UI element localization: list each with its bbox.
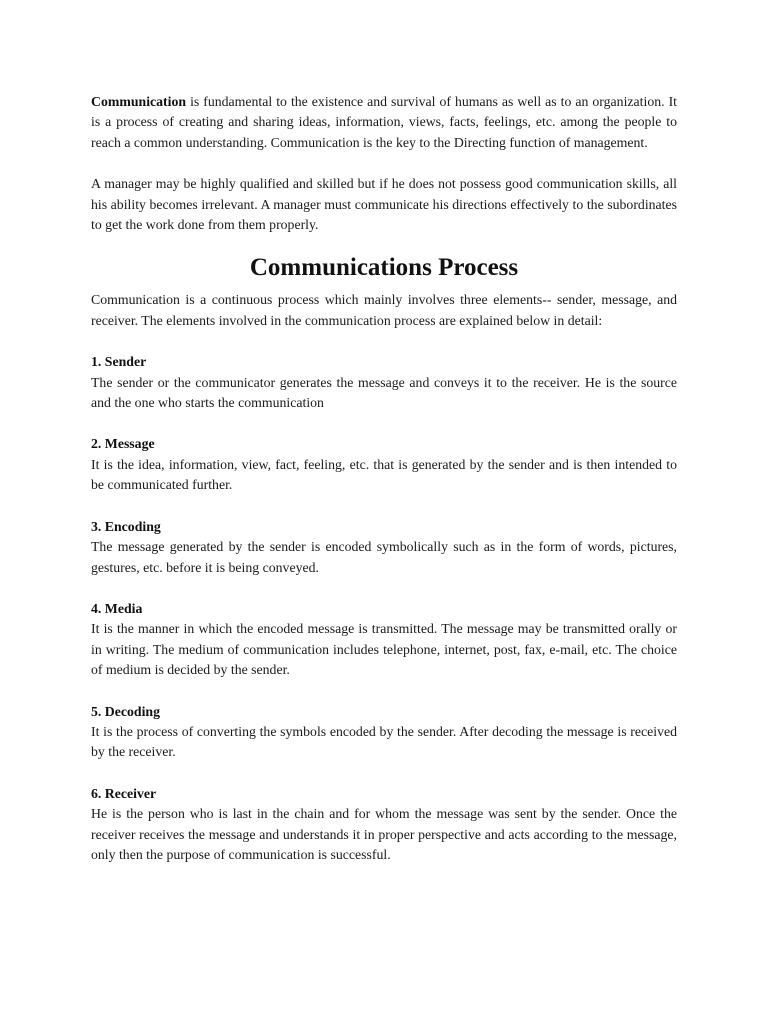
element-body: It is the manner in which the encoded message is transmitted. The message may be transmitted orally or in writing. The medium of communication includes telephone, internet, post, fax, e-mail, etc. The choice of medium is decided by the sender. xyxy=(91,621,677,678)
element-sender xyxy=(91,352,677,413)
element-body: It is the process of converting the symbols encoded by the sender. After decoding the message is received by the receiver. xyxy=(91,723,677,760)
element-decoding xyxy=(91,702,677,763)
element-body: The message generated by the sender is encoded symbolically such as in the form of words, pictures, gestures, etc. before it is being conveyed. xyxy=(91,539,677,575)
element-body: He is the person who is last in the chain and for whom the message was sent by the sender. Once the receiver receives the message and understands it in proper perspective and acts according to the message, only then the purpose of communication is successful. xyxy=(91,806,677,862)
intro-lead-term: Communication xyxy=(91,94,187,109)
section-heading: Communications Process xyxy=(249,254,519,282)
element-title: 3. Encoding xyxy=(91,518,161,534)
element-message xyxy=(91,434,677,495)
intro-paragraph-1 xyxy=(91,92,677,153)
element-receiver xyxy=(91,784,677,866)
element-encoding xyxy=(91,517,677,578)
process-lead-paragraph: Communication is a continuous process which mainly involves three elements-- sender, message, and receiver. The elements involved in the communication process are explained below in detail: xyxy=(91,292,677,328)
element-title: 2. Message xyxy=(91,436,155,452)
element-title: 6. Receiver xyxy=(91,785,157,801)
intro-paragraph-2: A manager may be highly qualified and skilled but if he does not possess good communication skills, all his ability becomes irrelevant. A manager must communicate his directions effectively to the subordinates to get the work done from them properly. xyxy=(91,176,677,233)
intro-paragraph-1-text: is fundamental to the existence and survival of humans as well as to an organization. It is a process of creating and sharing ideas, information, views, facts, feelings, etc. among the people to reach a common understanding. Communication is the key to the Directing function of management. xyxy=(91,94,677,150)
element-title: 4. Media xyxy=(91,600,143,616)
element-body: It is the idea, information, view, fact, feeling, etc. that is generated by the sender and is then intended to be communicated further. xyxy=(91,456,677,493)
element-title: 1. Sender xyxy=(91,354,147,370)
element-body: The sender or the communicator generates the message and conveys it to the receiver. He is the source and the one who starts the communication xyxy=(91,374,677,411)
element-title: 5. Decoding xyxy=(91,703,160,719)
element-media xyxy=(91,599,677,681)
